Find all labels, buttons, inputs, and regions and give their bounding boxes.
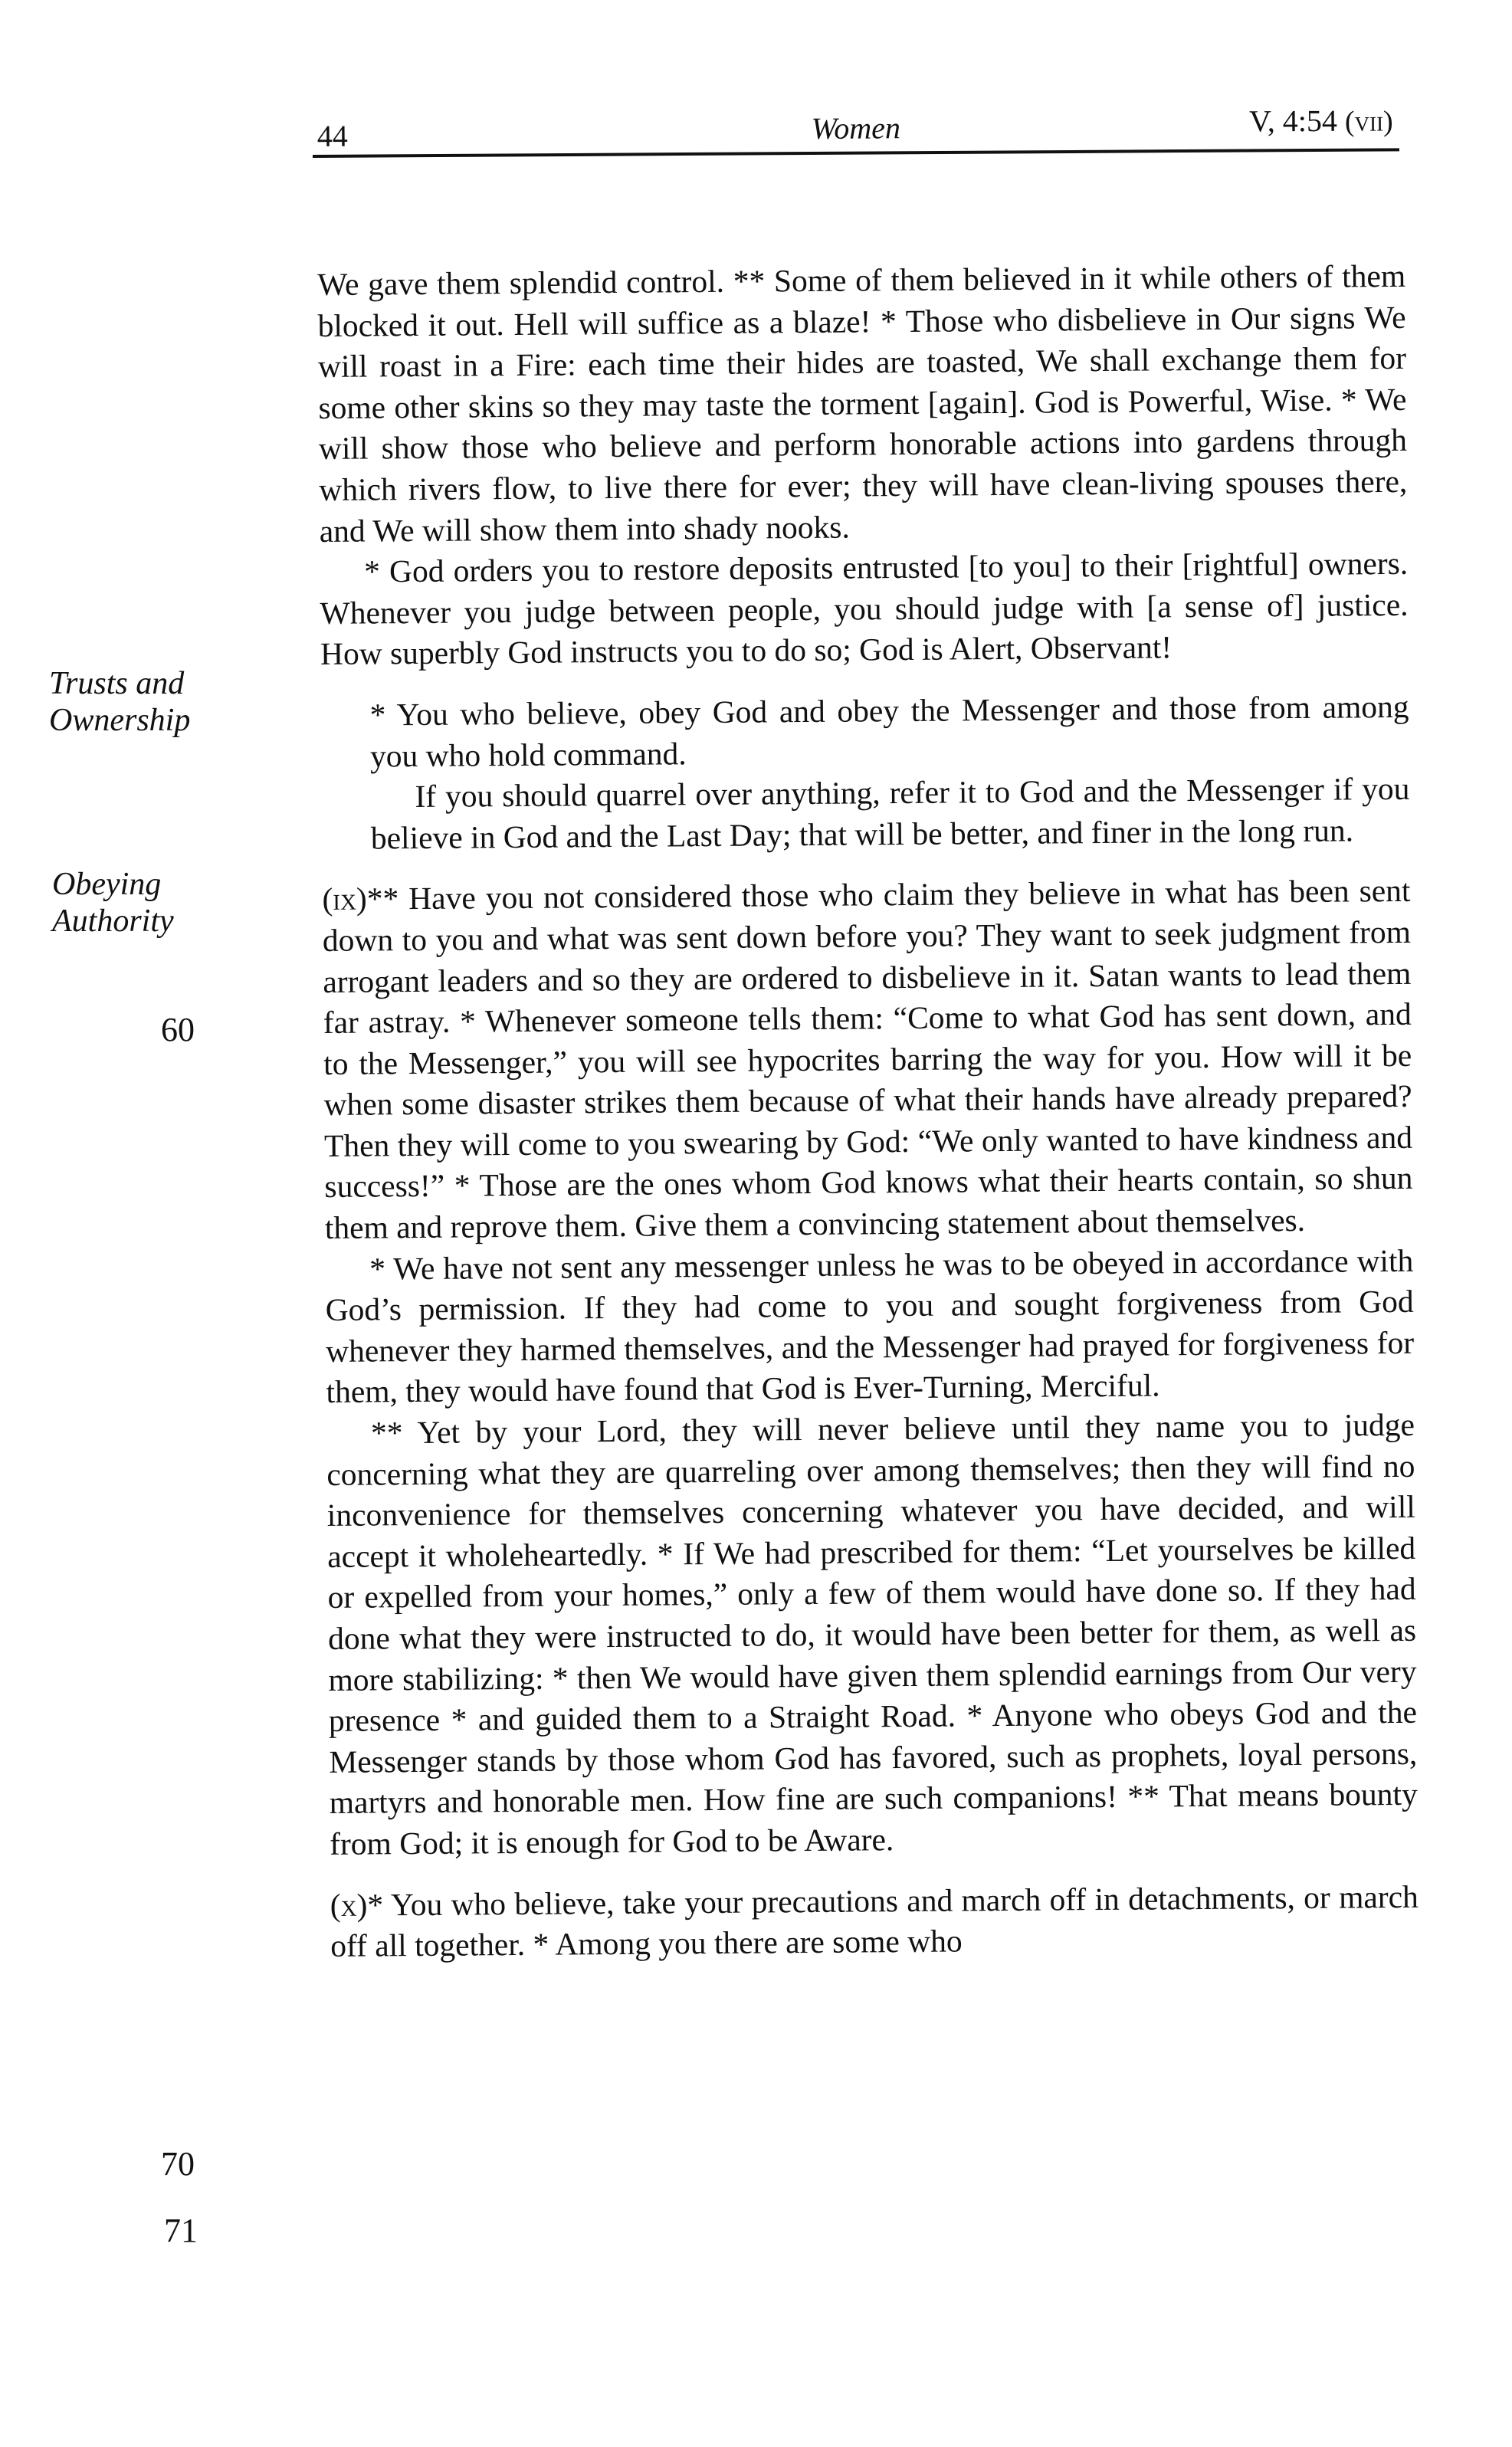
margin-note-line: Ownership [49, 703, 191, 738]
margin-note-obeying [52, 866, 174, 940]
section-label: (vii) [1344, 105, 1393, 138]
paragraph-text: * You who believe, take your precautions and march off in detachments, or march off all together. * Among you there are some who [330, 1878, 1419, 1964]
margin-note-trusts [49, 665, 190, 739]
paragraph-x [330, 1876, 1419, 1966]
obeying-block [320, 687, 1410, 860]
verse-reference [1249, 102, 1393, 139]
paragraph: * We have not sent any messenger unless he was to be obeyed in accordance with God’s permission. If they had come to you and sought forgiveness from God whenever they harmed themselves, and the Messenger had prayed for forgiveness for them, they would have found that God is Ever-Turning, Merciful. [325, 1242, 1415, 1410]
paragraph: * You who believe, obey God and obey the Messenger and those from among you who hold command. [369, 688, 1409, 774]
verse-number-60: 60 [161, 1011, 195, 1048]
page-number: 44 [317, 118, 348, 153]
margin-note-line: Authority [52, 904, 174, 939]
paragraph: If you should quarrel over anything, refer it to God and the Messenger if you believe in God and the Last Day; that will be better, and finer in the long run. [370, 770, 1410, 856]
paragraph: ** Yet by your Lord, they will never believe until they name you to judge concerning what they are quarreling over among themselves; then they will find no inconvenience for themselves concerning whatever you have decided, and will accept it wholeheartedly. * If We had prescribed for them: “Let yourselves be killed or expelled from your homes,” only a few of them would have done so. If they had done what they were instructed to do, it would have been better for them, as well as more stabilizing: * then We would have given them splendid earnings from Our very presence * and guided them to a Straight Road. * Anyone who obeys God and the Messenger stands by those whom God has favored, such as prophets, loyal persons, martyrs and honorable men. How fine are such companions! ** That means bounty from God; it is enough for God to be Aware. [326, 1406, 1418, 1861]
paragraph-ix [322, 871, 1413, 1248]
verse-number-71: 71 [164, 2212, 198, 2249]
paragraph: * God orders you to restore deposits entrusted [to you] to their [rightful] owners. Whenever you judge between people, you should judge with [a sense of] justice. How superbly God instructs you to do so; God is Alert, Observant! [320, 545, 1409, 672]
chapter-title: Women [811, 110, 901, 146]
reference-text: V, 4:54 [1248, 103, 1338, 139]
margin-note-line: Obeying [52, 867, 162, 902]
page-body [317, 256, 1419, 1967]
section-marker: (ix) [322, 881, 367, 917]
paragraph: We gave them splendid control. ** Some of them believed in it while others of them blocked it out. Hell will suffice as a blaze! * Those who disbelieve in Our signs We will roast in a Fire: each time their hides are toasted, We shall exchange them for some other skins so they may taste the torment [again]. God is Powerful, Wise. * We will show those who believe and perform honorable actions into gardens through which rivers flow, to live there for ever; they will have clean-living spouses there, and We will show them into shady nooks. [317, 257, 1408, 549]
running-header [313, 100, 1399, 158]
verse-number-70: 70 [161, 2145, 195, 2183]
section-marker: (x) [330, 1887, 368, 1923]
margin-note-line: Trusts and [49, 666, 185, 701]
paragraph-text: ** Have you not considered those who claim they believe in what has been sent down to you and what was sent down before you? They want to seek judgment from arrogant leaders and so they are ordered to disbelieve in it. Satan wants to lead them far astray. * Whenever someone tells them: “Come to what God has sent down, and to the Messenger,” you will see hypocrites barring the way for you. How will it be when some disaster strikes them because of what their hands have already prepared? Then they will come to you swearing by God: “We only wanted to have kindness and success!” * Those are the ones whom God knows what their hearts contain, so shun them and reprove them. Give them a convincing statement about themselves. [322, 873, 1413, 1246]
